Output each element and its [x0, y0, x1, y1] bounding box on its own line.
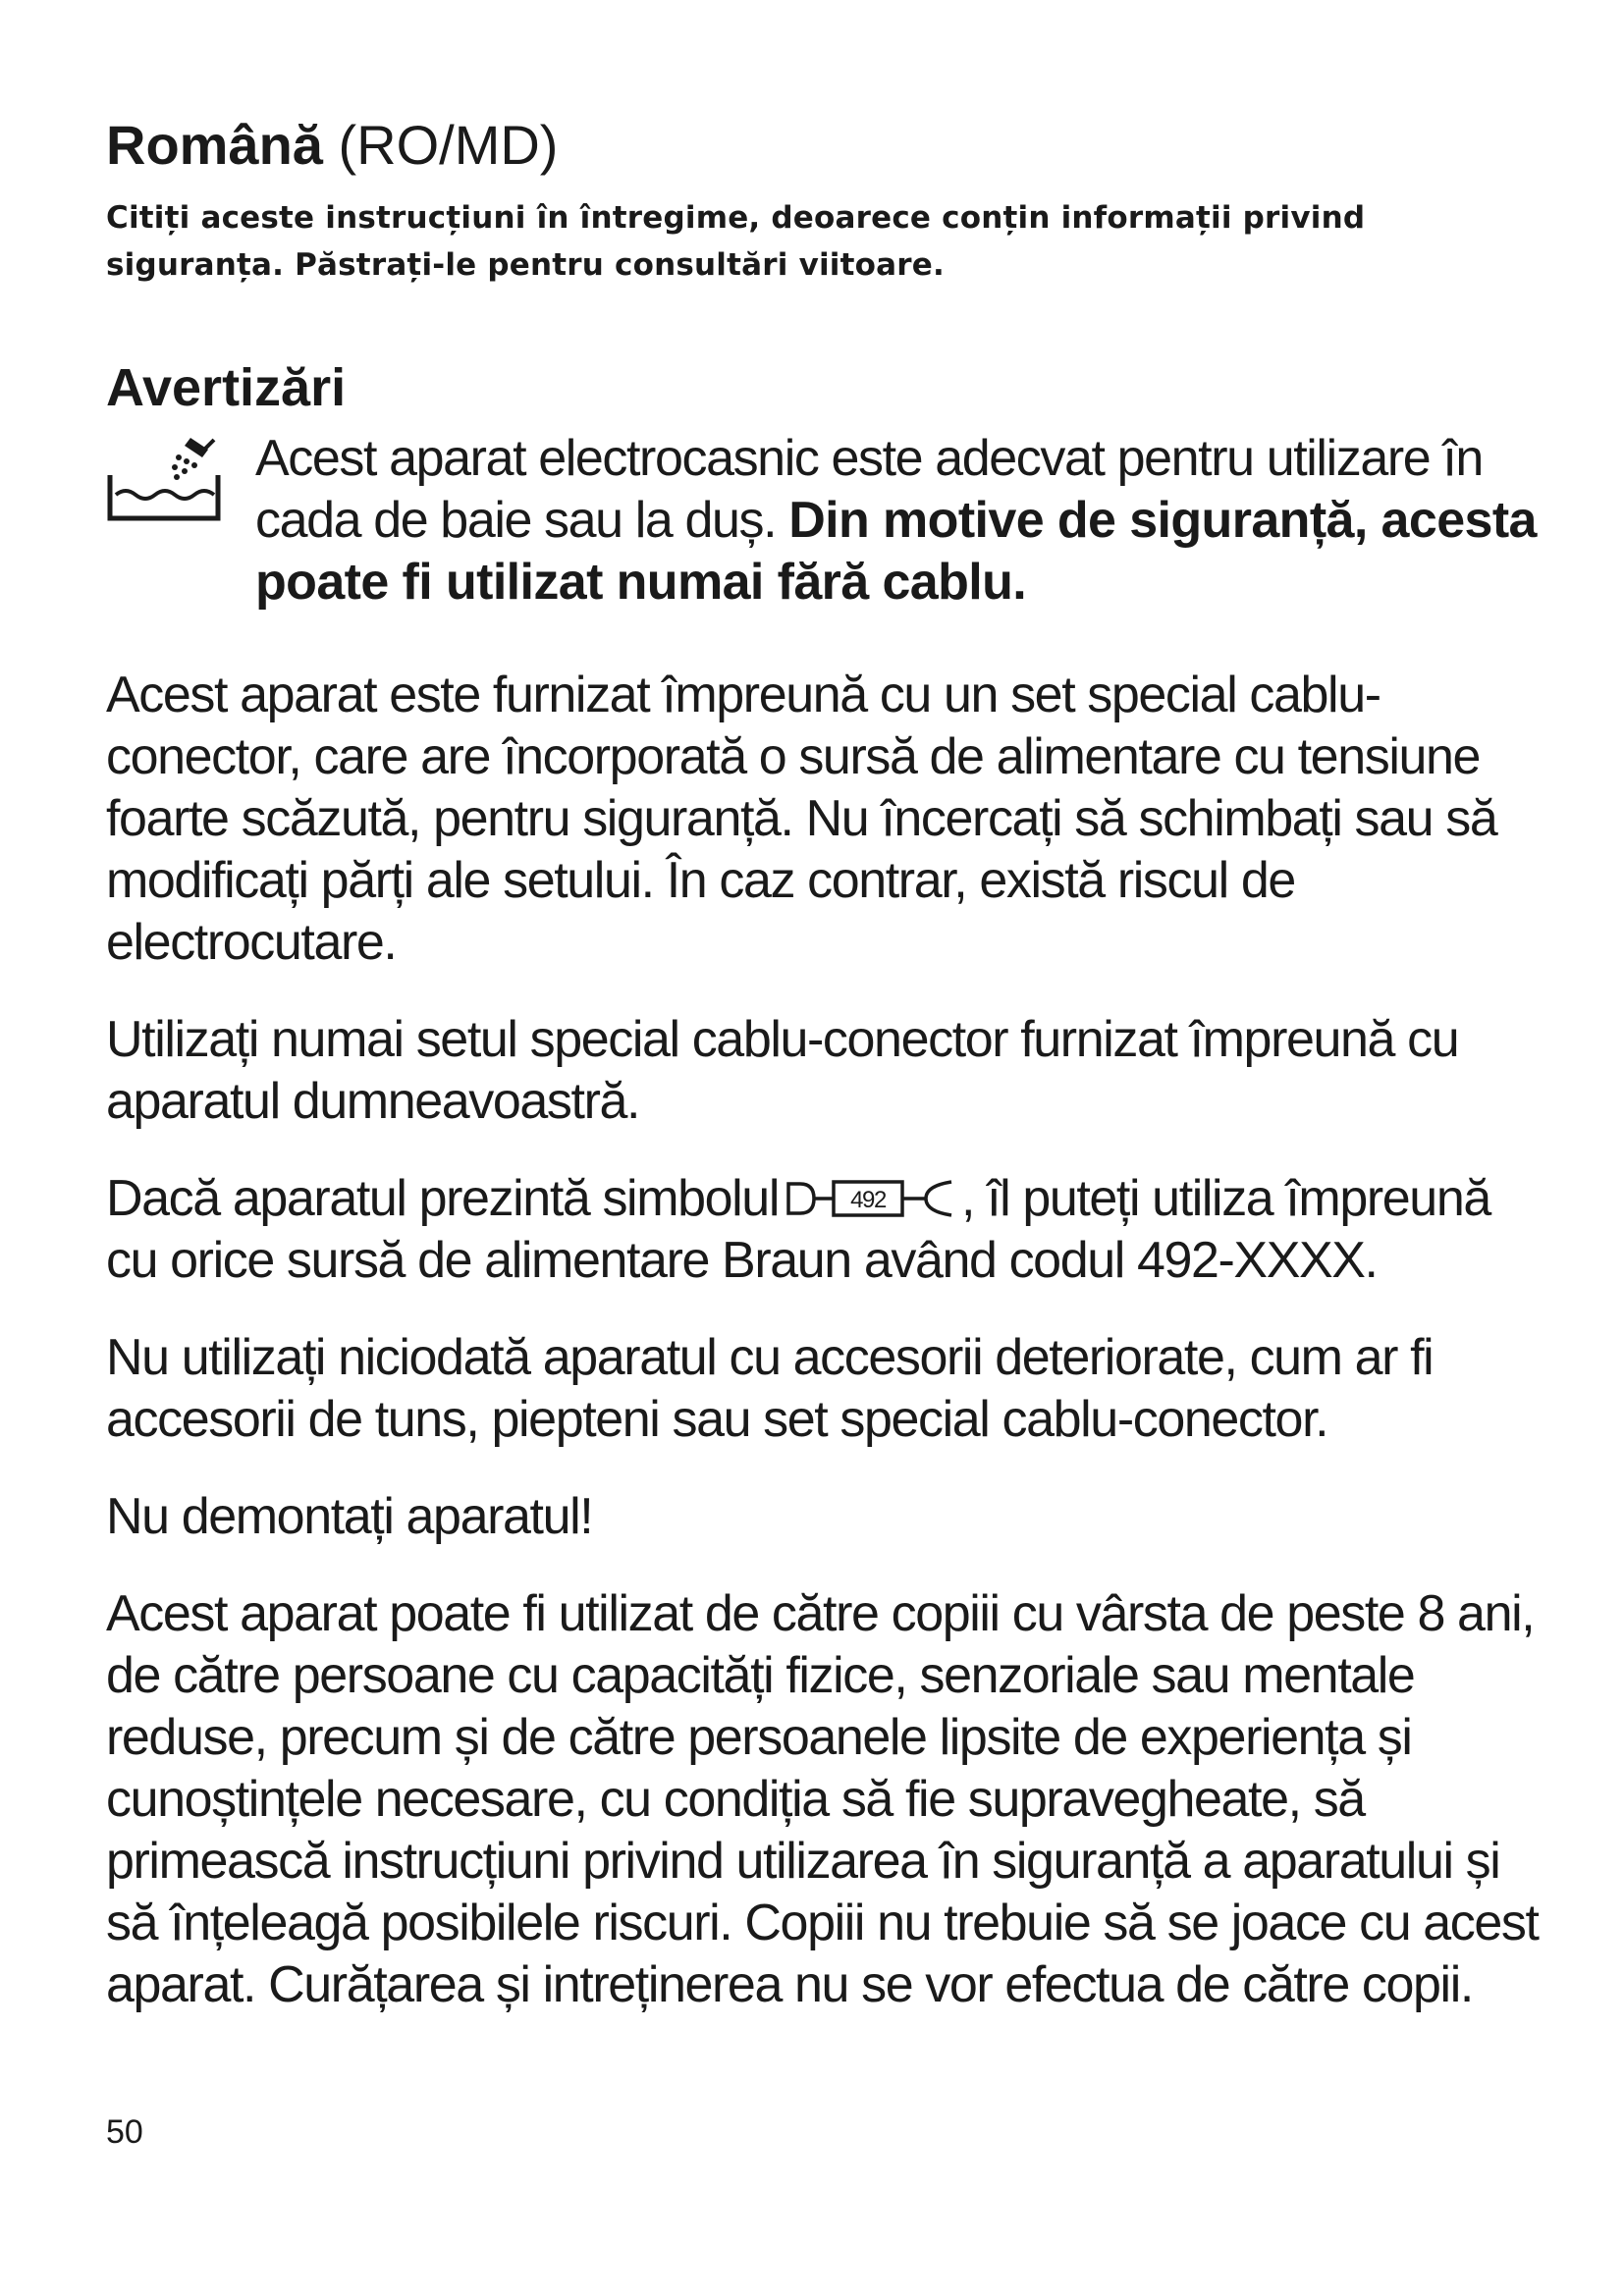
bath-warning-text	[255, 428, 1540, 614]
paragraph-cable-set: Acest aparat este furnizat împreună cu un set special cablu-conector, care are încorporată o sursă de alimentare cu tensiune foarte scăzută, pentru siguranță. Nu încercați să schimbați sau să modificați părți ale setului. În caz contrar, există riscul de electrocutare.	[106, 667, 1497, 971]
power-supply-symbol-label: 492	[850, 1187, 886, 1213]
warnings-heading: Avertizări	[106, 358, 347, 417]
paragraph-use-only-cable-set: Utilizați numai setul special cablu-conector furnizat împreună cu aparatul dumneavoastră.	[106, 1011, 1459, 1130]
bath-warning-bold: Din motive de siguranță, acesta poate fi utilizat numai fără cablu.	[255, 492, 1537, 611]
intro-notice: Citiți aceste instrucțiuni în întregime, deoarece conțin informații privind siguranța. Păstrați-le pentru consultări viitoare.	[106, 200, 1366, 283]
bath-warning	[106, 428, 1540, 614]
paragraph-damaged-accessories: Nu utilizați niciodată aparatul cu accesorii deteriorate, cum ar fi accesorii de tuns, piepteni sau set special cablu-conector.	[106, 1329, 1434, 1448]
bath-shower-icon	[106, 436, 222, 530]
paragraph-power-symbol	[106, 1168, 1540, 1292]
power-symbol-text-after: , îl puteți utiliza împreună cu orice sursă de alimentare Braun având codul 492-XXXX.	[106, 1170, 1490, 1289]
paragraph-do-not-disassemble: Nu demontați aparatul!	[106, 1488, 593, 1545]
bath-warning-normal: Acest aparat electrocasnic este adecvat pentru utilizare în cada de baie sau la duș.	[255, 430, 1483, 549]
power-symbol-text-before: Dacă aparatul prezintă simbolul	[106, 1170, 779, 1227]
page-number: 50	[106, 2113, 143, 2151]
page-title	[106, 110, 1540, 181]
language-code: (RO/MD)	[338, 114, 559, 176]
manual-page	[106, 110, 1540, 2016]
language-name: Română	[106, 114, 323, 176]
power-supply-symbol-icon	[783, 1176, 957, 1221]
paragraph-children-safety: Acest aparat poate fi utilizat de către copiii cu vârsta de peste 8 ani, de către persoane cu capacități fizice, senzoriale sau mentale reduse, precum și de către persoanele lipsite de experiența și cunoștințele necesare, cu condiția să fie supravegheate, să primească instrucțiuni privind utilizarea în siguranță a aparatului și să înțeleagă posibilele riscuri. Copiii nu trebuie să se joace cu acest aparat. Curățarea și intreținerea nu se vor efectua de către copii.	[106, 1585, 1539, 2013]
